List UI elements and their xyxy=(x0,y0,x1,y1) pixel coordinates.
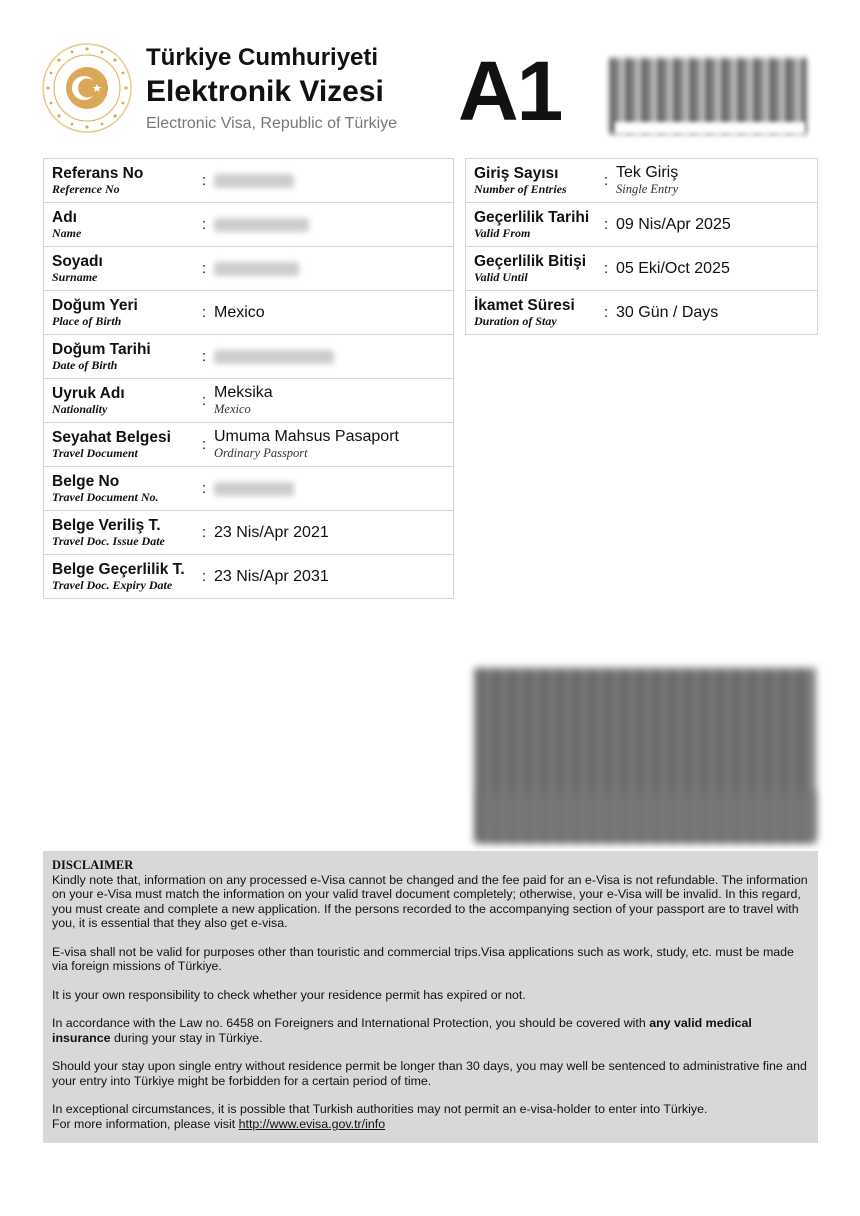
p4-text-end: during your stay in Türkiye. xyxy=(110,1030,263,1045)
barcode-number-redacted xyxy=(615,122,805,134)
field-value-en: Single Entry xyxy=(616,182,679,196)
disclaimer-p2: E-visa shall not be valid for purposes other than touristic and commercial trips.Visa applications such as work, study, etc. must be made via foreign missions of Türkiye. xyxy=(52,944,794,973)
field-label-en: Travel Document No. xyxy=(52,490,159,504)
field-label: Geçerlilik Bitişi xyxy=(474,253,586,270)
colon: : xyxy=(604,304,609,321)
field-label-en: Name xyxy=(52,226,82,240)
field-value: 23 Nis/Apr 2031 xyxy=(214,567,329,585)
disclaimer-p3: It is your own responsibility to check whether your residence permit has expired or not. xyxy=(52,987,526,1002)
visa-type: A1 xyxy=(458,44,562,138)
field-label: Belge Veriliş T. xyxy=(52,517,161,534)
field-value: 30 Gün / Days xyxy=(616,303,719,321)
applicant-info-table xyxy=(43,158,454,599)
field-label-en: Date of Birth xyxy=(52,358,118,372)
field-value: 09 Nis/Apr 2025 xyxy=(616,215,731,233)
field-value: 23 Nis/Apr 2021 xyxy=(214,523,329,541)
field-label: Belge Geçerlilik T. xyxy=(52,561,185,578)
field-row xyxy=(466,291,818,335)
disclaimer-p1: Kindly note that, information on any processed e-Visa cannot be changed and the fee paid for an e-Visa is not refundable. The information on your e-Visa must match the information on your valid travel document completely; otherwise, your e-Visa will be invalid. In this regard, you must create and complete a new application. If the persons recorded to the accompanying section of your passport are to travel with you, it is essential that they also get e-visa. xyxy=(52,872,808,930)
field-label-en: Valid Until xyxy=(474,270,528,284)
redacted-value xyxy=(214,482,294,496)
colon: : xyxy=(202,436,207,453)
field-label: İkamet Süresi xyxy=(474,297,575,314)
field-label: Soyadı xyxy=(52,253,103,270)
field-label: Geçerlilik Tarihi xyxy=(474,209,590,226)
p4-bold: any valid medical insurance xyxy=(52,1016,752,1045)
redacted-value xyxy=(214,218,309,232)
field-row xyxy=(466,203,818,247)
disclaimer-p4 xyxy=(52,1016,809,1045)
title-line-2: Elektronik Vizesi xyxy=(146,75,384,108)
field-value: Tek Giriş xyxy=(616,164,679,181)
field-label: Adı xyxy=(52,209,77,226)
colon: : xyxy=(202,348,207,365)
colon: : xyxy=(604,216,609,233)
field-row xyxy=(44,335,454,379)
field-value-en: Mexico xyxy=(214,402,251,416)
disclaimer-box xyxy=(43,851,818,1143)
disclaimer-p5: Should your stay upon single entry without residence permit be longer than 30 days, you may well be sentenced to administrative fine and your entry into Türkiye might be forbidden for a certain period of time. xyxy=(52,1059,807,1088)
visa-info-table xyxy=(465,158,818,335)
field-label-en: Reference No xyxy=(52,182,120,196)
field-label-en: Place of Birth xyxy=(52,314,122,328)
field-value: Mexico xyxy=(214,303,265,321)
redacted-value xyxy=(214,262,299,276)
p7-text: For more information, please visit xyxy=(52,1116,239,1131)
redacted-value xyxy=(214,174,294,188)
field-label-en: Valid From xyxy=(474,226,531,240)
title-line-1: Türkiye Cumhuriyeti xyxy=(146,44,379,71)
qr-caption-redacted xyxy=(480,790,815,840)
field-row xyxy=(44,247,454,291)
field-row xyxy=(466,159,818,203)
disclaimer-p7 xyxy=(52,1117,809,1132)
colon: : xyxy=(202,524,207,541)
colon: : xyxy=(202,216,207,233)
field-row xyxy=(44,291,454,335)
subtitle: Electronic Visa, Republic of Türkiye xyxy=(146,115,398,132)
field-label: Giriş Sayısı xyxy=(474,165,559,182)
colon: : xyxy=(604,260,609,277)
colon: : xyxy=(202,304,207,321)
field-row xyxy=(44,379,454,423)
field-label-en: Nationality xyxy=(52,402,108,416)
p4-text: In accordance with the Law no. 6458 on Foreigners and International Protection, you should be covered with xyxy=(52,1016,650,1030)
colon: : xyxy=(604,172,609,189)
field-label-en: Number of Entries xyxy=(474,182,567,196)
field-label-en: Travel Doc. Expiry Date xyxy=(52,578,173,592)
field-label-en: Travel Doc. Issue Date xyxy=(52,534,165,548)
field-label: Belge No xyxy=(52,473,120,490)
field-label: Doğum Yeri xyxy=(52,297,138,314)
field-label: Referans No xyxy=(52,165,144,182)
field-row xyxy=(44,511,454,555)
disclaimer-title: DISCLAIMER xyxy=(52,858,134,872)
disclaimer-p6: In exceptional circumstances, it is possible that Turkish authorities may not permit an e-visa-holder to enter into Türkiye. xyxy=(52,1102,708,1116)
colon: : xyxy=(202,392,207,409)
field-row xyxy=(44,203,454,247)
field-row xyxy=(44,467,454,511)
field-value: 05 Eki/Oct 2025 xyxy=(616,259,730,277)
colon: : xyxy=(202,480,207,497)
field-label-en: Duration of Stay xyxy=(474,314,557,328)
field-label: Seyahat Belgesi xyxy=(52,429,171,446)
field-row xyxy=(44,555,454,599)
field-label-en: Surname xyxy=(52,270,98,284)
colon: : xyxy=(202,260,207,277)
colon: : xyxy=(202,172,207,189)
evisa-info-link[interactable]: http://www.evisa.gov.tr/info xyxy=(238,1116,386,1131)
field-value: Umuma Mahsus Pasaport xyxy=(214,428,399,445)
field-label-en: Travel Document xyxy=(52,446,138,460)
field-label: Doğum Tarihi xyxy=(52,341,151,358)
field-row xyxy=(466,247,818,291)
colon: : xyxy=(202,568,207,585)
field-label: Uyruk Adı xyxy=(52,385,125,402)
field-value: Meksika xyxy=(214,384,273,401)
field-row xyxy=(44,423,454,467)
redacted-value xyxy=(214,350,334,364)
field-value-en: Ordinary Passport xyxy=(214,446,308,460)
ministry-seal-logo xyxy=(42,43,132,133)
field-row xyxy=(44,159,454,203)
